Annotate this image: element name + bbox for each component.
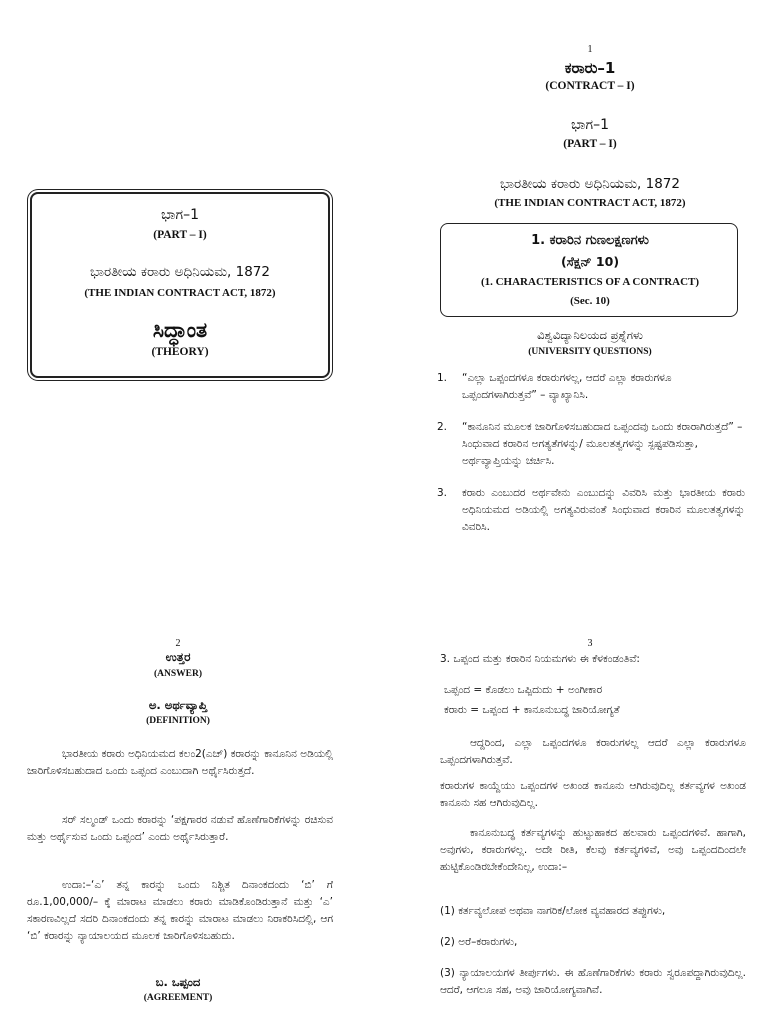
contract-title-kn: ಕರಾರು–1 <box>564 59 616 77</box>
question-number: 2. <box>437 421 448 433</box>
box-theory-en: (THEORY) <box>151 346 209 358</box>
question-item <box>437 419 745 470</box>
page-number: 2 <box>175 638 181 649</box>
list-item: (1) ಕರ್ತವ್ಯಲೋಪ ಅಥವಾ ನಾಗರಿಕ/ಲೋಕ ವ್ಯವಹಾರದ ತಪ್ಪುಗಳು, <box>440 905 666 917</box>
definition-heading-kn: ಅ. ಅರ್ಥವ್ಯಾಪ್ತಿ <box>148 698 208 712</box>
agreement-heading-kn: ಬ. ಒಪ್ಪಂದ <box>155 975 201 989</box>
rules-intro: 3. ಒಪ್ಪಂದ ಮತ್ತು ಕರಾರಿನ ನಿಯಮಗಳು ಈ ಕೆಳಕಂಡಂತಿವೆ: <box>440 653 640 665</box>
question-text: “ಕಾನೂನಿನ ಮೂಲಕ ಜಾರಿಗೊಳಿಸಬಹುದಾದ ಒಪ್ಪಂದವು ಒಂದು ಕರಾರಾಗಿರುತ್ತದೆ” – ಸಿಂಧುವಾದ ಕರಾರಿನ ಅಗತ್ಯತೆಗಳನ್ನು/ ಮೂಲತತ್ವಗಳನ್ನು ಸ್ಪಷ್ಟಪಡಿಸುತ್ತಾ, ಅರ್ಥವ್ಯಾಪ್ತಿಯನ್ನು ಚರ್ಚಿಸಿ. <box>462 421 743 467</box>
university-questions-kn: ವಿಶ್ವವಿದ್ಯಾನಿಲಯದ ಪ್ರಶ್ನೆಗಳು <box>537 328 643 342</box>
page-number: 3 <box>587 638 593 649</box>
section-number-en: (Sec. 10) <box>570 295 610 307</box>
box-part-en: (PART – I) <box>153 229 207 241</box>
act-title-kn: ಭಾರತೀಯ ಕರಾರು ಅಧಿನಿಯಮ, 1872 <box>500 176 680 192</box>
answer-heading-en: (ANSWER) <box>153 669 203 679</box>
act-title-en: (THE INDIAN CONTRACT ACT, 1872) <box>494 197 686 209</box>
contract-equation: ಕರಾರು = ಒಪ್ಪಂದ + ಕಾನೂನುಬದ್ಧ ಜಾರಿಯೋಗ್ಯತೆ <box>444 704 620 716</box>
list-item: (2) ಅರೆ–ಕರಾರುಗಳು, <box>440 936 518 948</box>
question-item <box>437 370 745 404</box>
question-number: 3. <box>437 487 448 499</box>
agreement-equation: ಒಪ್ಪಂದ = ಕೊಡಲು ಒಪ್ಪಿದುದು + ಅಂಗೀಕಾರ <box>444 684 603 696</box>
question-item <box>437 485 745 536</box>
box-act-kn: ಭಾರತೀಯ ಕರಾರು ಅಧಿನಿಯಮ, 1872 <box>90 264 270 280</box>
contract-act-paragraph: ಕರಾರುಗಳ ಕಾಯ್ದೆಯು ಒಪ್ಪಂದಗಳ ಅಖಂಡ ಕಾನೂನು ಆಗಿರುವುದಿಲ್ಲ ಕರ್ತವ್ಯಗಳ ಅಖಂಡ ಕಾನೂನು ಸಹ ಆಗಿರುವುದಿಲ್ಲ. <box>440 780 746 809</box>
list-item: (3) ನ್ಯಾಯಾಲಯಗಳ ತೀರ್ಪುಗಳು. ಈ ಹೊಣೆಗಾರಿಕೆಗಳು ಕರಾರು ಸ್ವರೂಪದ್ದಾಗಿರುವುದಿಲ್ಲ. ಆದರೆ, ಆಗಲೂ ಸಹ, ಅವು ಜಾರಿಯೋಗ್ಯವಾಗಿವೆ. <box>440 967 746 996</box>
question-number: 1. <box>437 372 448 384</box>
box-theory-kn: ಸಿದ್ಧಾಂತ <box>152 318 208 342</box>
example-paragraph: ಉದಾ:–‘ಎ’ ತನ್ನ ಕಾರನ್ನು ಒಂದು ನಿಶ್ಚಿತ ದಿನಾಂಕದಂದು ‘ಬಿ’ ಗೆ ರೂ.1,00,000/– ಕ್ಕೆ ಮಾರಾಟ ಮಾಡಲು ಕರಾರು ಮಾಡಿಕೊಂಡಿರುತ್ತಾನೆ ಮತ್ತು ‘ಎ’ ಸಕಾರಣವಿಲ್ಲದೆ ಸದರಿ ದಿನಾಂಕದಂದು ತನ್ನ ಕಾರನ್ನು ಮಾರಾಟ ಮಾಡಲು ನಿರಾಕರಿಸಿದಲ್ಲಿ, ಆಗ ‘ಬಿ’ ಕರಾರನ್ನು ನ್ಯಾಯಾಲಯದ ಮೂಲಕ ಜಾರಿಗೊಳಿಸಬಹುದು. <box>27 879 333 942</box>
contract-title-en: (CONTRACT – I) <box>545 80 635 92</box>
definition-heading-en: (DEFINITION) <box>146 716 210 726</box>
question-text: “ಎಲ್ಲಾ ಒಪ್ಪಂದಗಳೂ ಕರಾರುಗಳಲ್ಲ, ಆದರೆ ಎಲ್ಲಾ ಕರಾರುಗಳೂ ಒಪ್ಪಂದಗಳಾಗಿರುತ್ತವೆ” – ವ್ಯಾಖ್ಯಾನಿಸಿ. <box>462 372 672 401</box>
section-number-kn: (ಸೆಕ್ಷನ್ 10) <box>560 254 620 269</box>
salmond-paragraph: ಸರ್ ಸಲ್ಮಂಡ್ ಒಂದು ಕರಾರನ್ನು ‘ಪಕ್ಷಗಾರರ ನಡುವೆ ಹೊಣೆಗಾರಿಕೆಗಳನ್ನು ರಚಿಸುವ ಮತ್ತು ಅರ್ಥೈಸುವ ಒಂದು ಒಪ್ಪಂದ’ ಎಂದು ಅರ್ಥೈಸಿರುತ್ತಾರೆ. <box>27 814 333 843</box>
box-part-kn: ಭಾಗ–1 <box>161 207 199 223</box>
university-questions-en: (UNIVERSITY QUESTIONS) <box>528 347 652 357</box>
page-number: 1 <box>587 44 593 55</box>
answer-heading-kn: ಉತ್ತರ <box>165 650 191 664</box>
part-title-kn: ಭಾಗ–1 <box>571 117 609 133</box>
question-text: ಕರಾರು ಎಂಬುದರ ಅರ್ಥವೇನು ಎಂಬುದನ್ನು ವಿವರಿಸಿ ಮತ್ತು ಭಾರತೀಯ ಕರಾರು ಅಧಿನಿಯಮದ ಅಡಿಯಲ್ಲಿ ಅಗತ್ಯವಿರುವಂತೆ ಸಿಂಧುವಾದ ಕರಾರಿನ ಮೂಲತತ್ವಗಳನ್ನು ವಿವರಿಸಿ. <box>462 487 745 533</box>
part-title-en: (PART – I) <box>563 138 617 150</box>
section-title-en: (1. CHARACTERISTICS OF A CONTRACT) <box>480 276 700 288</box>
duties-paragraph: ಕಾನೂನುಬದ್ಧ ಕರ್ತವ್ಯಗಳನ್ನು ಹುಟ್ಟುಹಾಕದ ಹಲವಾರು ಒಪ್ಪಂದಗಳಿವೆ. ಹಾಗಾಗಿ, ಅವುಗಳು, ಕರಾರುಗಳಲ್ಲ. ಅದೇ ರೀತಿ, ಕೆಲವು ಕರ್ತವ್ಯಗಳಿವೆ, ಅವು ಒಪ್ಪಂದದಿಂದಲೇ ಹುಟ್ಟಿಕೊಂಡಿರಬೇಕೆಂದೇನಿಲ್ಲ, ಉದಾ:– <box>440 827 746 873</box>
section-title-kn: 1. ಕರಾರಿನ ಗುಣಲಕ್ಷಣಗಳು <box>531 233 649 248</box>
agreement-heading-en: (AGREEMENT) <box>143 993 213 1003</box>
definition-paragraph: ಭಾರತೀಯ ಕರಾರು ಅಧಿನಿಯಮದ ಕಲಂ2(ಎಚ್) ಕರಾರನ್ನು ಕಾನೂನಿನ ಅಡಿಯಲ್ಲಿ ಜಾರಿಗೊಳಿಸಬಹುದಾದ ಒಂದು ಒಪ್ಪಂದ ಎಂಬುದಾಗಿ ಅರ್ಥೈಸಿರುತ್ತದೆ. <box>27 748 333 777</box>
box-act-en: (THE INDIAN CONTRACT ACT, 1872) <box>84 287 276 299</box>
conclusion-paragraph: ಆದ್ದರಿಂದ, ಎಲ್ಲಾ ಒಪ್ಪಂದಗಳೂ ಕರಾರುಗಳಲ್ಲ ಆದರೆ ಎಲ್ಲಾ ಕರಾರುಗಳೂ ಒಪ್ಪಂದಗಳಾಗಿರುತ್ತವೆ. <box>440 737 746 766</box>
